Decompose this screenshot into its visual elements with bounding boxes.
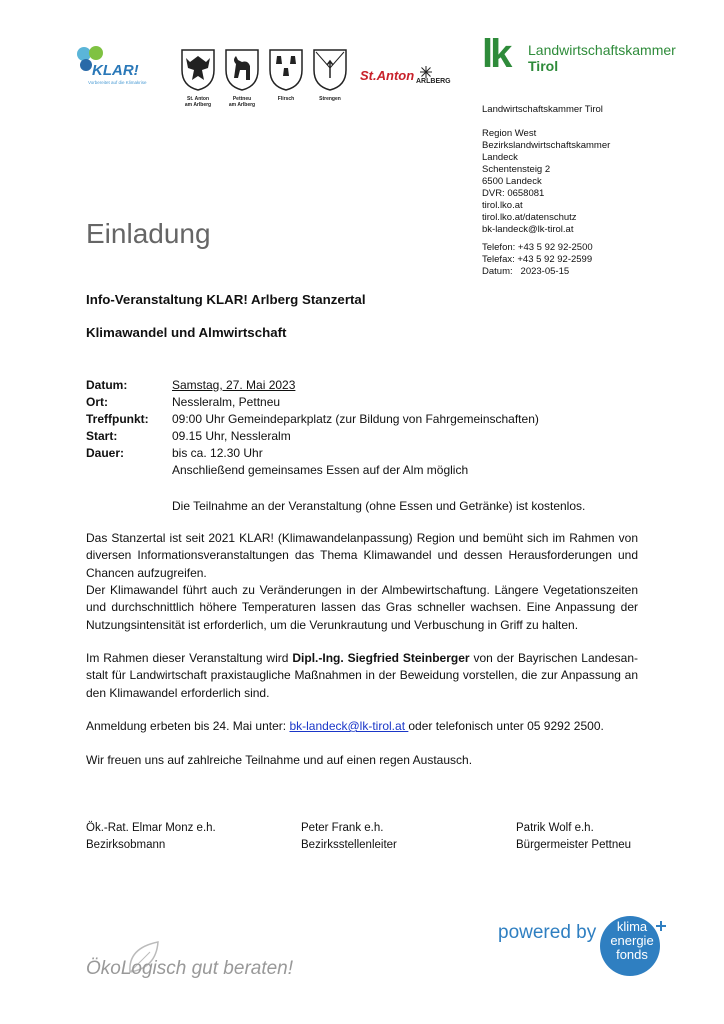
registration-email-link[interactable]: bk-landeck@lk-tirol.at — [289, 719, 409, 733]
detail-label: Datum: — [86, 378, 128, 392]
lk-name-line2: Tirol — [528, 58, 559, 74]
address-line: Region West — [482, 128, 537, 139]
address-line: Schentensteig 2 — [482, 164, 551, 175]
klar-tagline: Vorbereitet auf die Klimakrise — [88, 80, 147, 85]
signature-name: Ök.-Rat. Elmar Monz e.h. — [86, 822, 216, 834]
crest-pettneu — [224, 48, 260, 108]
signature-chairman — [86, 820, 216, 854]
detail-label: Start: — [86, 429, 118, 443]
powered-by-text: powered by — [498, 922, 597, 943]
speaker-name: Dipl.-Ing. Siegfried Steinberger — [292, 651, 470, 665]
st-anton-main: St.Anton — [360, 68, 415, 83]
event-subheading: Klimawandel und Almwirtschaft — [86, 325, 287, 340]
signature-role: Bezirksobmann — [86, 839, 166, 851]
registration-before: Anmeldung erbeten bis 24. Mai unter: — [86, 719, 290, 733]
detail-value: 09:00 Uhr Gemeindeparkplatz (zur Bildung von Fahrgemeinschaften) — [172, 412, 539, 426]
detail-value: Nessleralm, Pettneu — [172, 395, 281, 409]
signature-name: Peter Frank e.h. — [301, 822, 384, 834]
address-line: Landeck — [482, 152, 518, 163]
arrow-crest-icon — [312, 48, 348, 92]
three-bells-crest-icon — [268, 48, 304, 92]
registration-after: oder telefonisch unter 05 9292 2500. — [408, 719, 604, 733]
address-line: tirol.lko.at — [482, 200, 523, 211]
page-title: Einladung — [86, 218, 211, 249]
address-block — [482, 128, 610, 236]
registration-note — [86, 718, 638, 735]
free-note: Die Teilnahme an der Veranstaltung (ohne Essen und Getränke) ist kostenlos. — [172, 499, 586, 513]
speaker-intro: Im Rahmen dieser Veranstaltung wird — [86, 651, 293, 665]
contact-fax: Telefax: +43 5 92 92-2599 — [482, 254, 593, 265]
detail-label: Treffpunkt: — [86, 412, 149, 426]
crest-flirsch — [268, 48, 304, 102]
detail-label: Ort: — [86, 395, 108, 409]
contact-block — [482, 242, 593, 278]
address-line: 6500 Landeck — [482, 176, 542, 187]
ibex-crest-icon — [224, 48, 260, 92]
st-anton-sub: ARLBERG — [416, 78, 451, 85]
fonds-line: energie — [610, 933, 654, 948]
contact-phone: Telefon: +43 5 92 92-2500 — [482, 242, 593, 253]
fonds-line: fonds — [616, 947, 648, 962]
address-line: tirol.lko.at/datenschutz — [482, 212, 577, 223]
detail-value: Anschließend gemeinsames Essen auf der Alm möglich — [172, 463, 469, 477]
detail-value: Samstag, 27. Mai 2023 — [172, 378, 296, 392]
speaker-rest: von der Bayrischen Landesan-stalt für Landwirtschaft praxistaugliche Maßnahmen in der Beweidung vorstellen, die zur Anpassung an den Klimawandel erforderlich sind. — [86, 651, 638, 700]
klar-name: KLAR! — [92, 62, 139, 79]
klimafonds-logo — [498, 912, 676, 978]
paragraph-climate: Der Klimawandel führt auch zu Veränderungen in der Almbewirtschaftung. Längere Vegetationszeiten und durchschnittlich höhere Temperaturen lassen das Gras schneller wachsen. Eine Anpassung der Nutzungsintensität ist erforderlich, um die Verunkrautung und Verbuschung in Griff zu halten. — [86, 583, 638, 632]
paragraph-intro: Das Stanzertal ist seit 2021 KLAR! (Klimawandelanpassung) Region und bemüht sich im Rahmen von diversen Informationsveranstaltungen das Thema Klimawandel und dessen Herausforderungen und Chancen aufzugreifen. — [86, 531, 638, 580]
paragraph-speaker — [86, 650, 638, 702]
lk-name-line1: Landwirtschaftskammer — [528, 42, 676, 58]
st-anton-logo — [360, 66, 454, 90]
detail-value: 09.15 Uhr, Nessleralm — [172, 429, 291, 443]
crest-strengen — [312, 48, 348, 102]
address-line: Bezirkslandwirtschaftskammer — [482, 140, 611, 151]
contact-date: Datum: 2023-05-15 — [482, 266, 570, 277]
crest-label-strengen: Strengen — [319, 96, 341, 102]
oeko-text: ÖkoLogisch gut beraten! — [86, 958, 294, 979]
fonds-line: klima — [616, 919, 648, 934]
crest-st-anton — [180, 48, 216, 108]
address-line: DVR: 0658081 — [482, 188, 545, 199]
fonds-text — [604, 920, 660, 962]
snowflake-icon — [420, 66, 432, 78]
crest-label-pettneu: Pettneu am Arlberg — [228, 96, 256, 108]
signature-mayor — [516, 820, 631, 854]
address-line: bk-landeck@lk-tirol.at — [482, 224, 574, 235]
lk-mark: lk — [482, 32, 510, 76]
signature-role: Bezirksstellenleiter — [301, 839, 397, 851]
closing-line: Wir freuen uns auf zahlreiche Teilnahme und auf einen regen Austausch. — [86, 753, 473, 767]
lk-logo — [482, 34, 682, 78]
crest-label-st-anton: St. Anton am Arlberg — [184, 96, 212, 108]
event-heading: Info-Veranstaltung KLAR! Arlberg Stanzertal — [86, 292, 366, 307]
crest-label-flirsch: Flirsch — [277, 96, 295, 102]
oekologisch-logo — [86, 948, 316, 988]
address-org: Landwirtschaftskammer Tirol — [482, 104, 603, 115]
eagle-crest-icon — [180, 48, 216, 92]
signature-office-head — [301, 820, 397, 854]
signature-name: Patrik Wolf e.h. — [516, 822, 594, 834]
signature-role: Bürgermeister Pettneu — [516, 839, 632, 851]
detail-label: Dauer: — [86, 446, 125, 460]
klar-logo — [76, 46, 166, 96]
detail-value: bis ca. 12.30 Uhr — [172, 446, 263, 460]
